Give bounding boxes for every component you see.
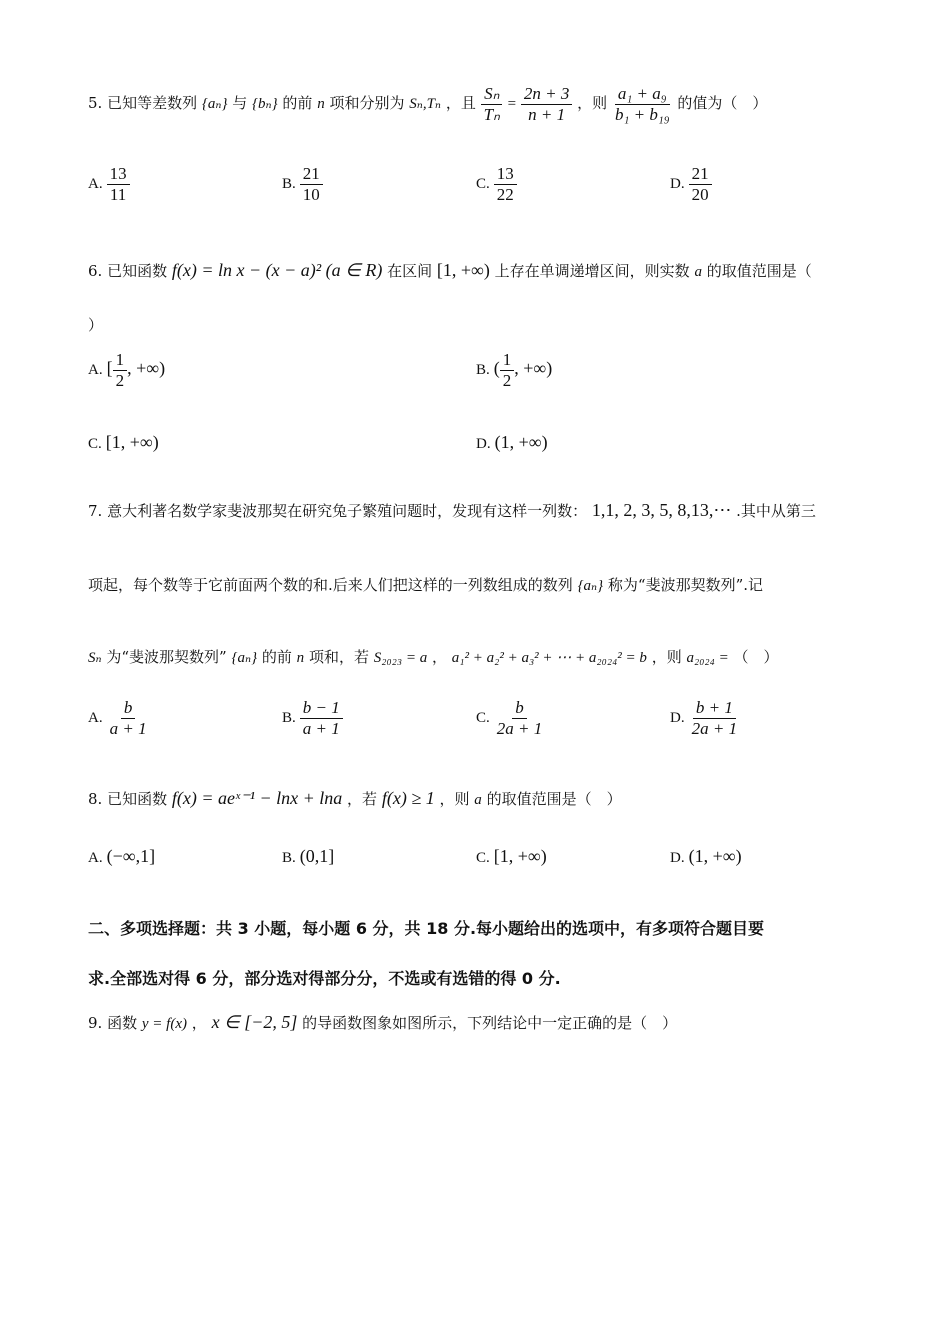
fibonacci-sequence: 1,1, 2, 3, 5, 8,13,⋯	[591, 500, 732, 520]
sequence-a: {aₙ}	[201, 96, 228, 113]
q7-option-c[interactable]: C. $\frac{b}{2a + 1}$	[476, 698, 543, 738]
ratio-expression: $\frac{2n + 3}{n + 1}$	[521, 84, 572, 124]
q7-option-b[interactable]: B. $\frac{b - 1}{a + 1}$	[282, 698, 343, 738]
q5-option-b[interactable]: B. $\frac{21}{10}$	[282, 164, 323, 204]
q7-option-a[interactable]: A. $\frac{b}{a + 1}$	[88, 698, 147, 738]
question-9: 9. 函数 y = f(x) ， x ∈ [−2, 5] 的导函数图象如图所示，下列结论中一定正确的是（ ）	[88, 1012, 678, 1032]
sum-of-squares: a₁² + a₂² + a₃² + ⋯ + a₂₀₂₄² = b	[451, 650, 647, 666]
sequence-b: {bₙ}	[252, 96, 278, 113]
q8-option-d[interactable]: D. (1, +∞)	[670, 846, 742, 866]
q6-option-d[interactable]: D. (1, +∞)	[476, 432, 548, 452]
q5-option-d[interactable]: D. $\frac{21}{20}$	[670, 164, 712, 204]
q6-option-c[interactable]: C. [1, +∞)	[88, 432, 159, 452]
q6-option-a[interactable]: A. [ $\frac{1}{2}$ , +∞)	[88, 350, 166, 390]
q7-option-d[interactable]: D. $\frac{b + 1}{2a + 1}$	[670, 698, 738, 738]
function-expression: y = f(x)	[141, 1016, 187, 1032]
q5-option-a[interactable]: A. $\frac{13}{11}$	[88, 164, 130, 204]
q6-option-b[interactable]: B. ( $\frac{1}{2}$ , +∞)	[476, 350, 553, 390]
function-expression: f(x) = aeˣ⁻¹ − lnx + lna	[171, 788, 343, 808]
ratio-s-t: $\frac{\text{Sₙ}}{\text{Tₙ}}$	[481, 84, 503, 124]
question-8: 8. 已知函数 f(x) = aeˣ⁻¹ − lnx + lna ，若 f(x) ≥ 1 ，则 a 的取值范围是（ ）	[88, 788, 622, 808]
section-2-instructions: 求.全部选对得 6 分，部分选对得部分分，不选或有选错的得 0 分.	[88, 969, 561, 988]
question-6: 6. 已知函数 f(x) = ln x − (x − a)² (a ∈ R) 在区间 [1, +∞) 上存在单调递增区间，则实数 a 的取值范围是（	[88, 260, 812, 280]
target-ratio: $\frac{\text{a₁ + a₉}}{\text{b₁ + b₁₉}}$	[614, 84, 670, 124]
domain-interval: x ∈ [−2, 5]	[211, 1012, 298, 1032]
q8-option-a[interactable]: A. (−∞,1]	[88, 846, 156, 866]
q5-option-c[interactable]: C. $\frac{13}{22}$	[476, 164, 517, 204]
question-7: 7. 意大利著名数学家斐波那契在研究兔子繁殖问题时，发现有这样一列数： 1,1, 2, 3, 5, 8,13,⋯ .其中从第三	[88, 500, 816, 520]
function-expression: f(x) = ln x − (x − a)² (a ∈ R)	[171, 260, 383, 280]
q8-option-b[interactable]: B. (0,1]	[282, 846, 335, 866]
q8-option-c[interactable]: C. [1, +∞)	[476, 846, 547, 866]
section-2-heading: 二、多项选择题：共 3 小题，每小题 6 分，共 18 分.每小题给出的选项中，有多项符合题目要	[88, 919, 765, 938]
question-5: 5. 已知等差数列 {aₙ} 与 {bₙ} 的前 n 项和分别为 Sₙ,Tₙ ，且 $\frac{\text{Sₙ}}{\text{Tₙ}}$ = $\frac{2n + 3}{n + 1}$ ，则 $\frac{\text{a₁ + a₉}}{\text{b₁ + b₁₉}}$ 的值为（ ）	[88, 84, 768, 124]
